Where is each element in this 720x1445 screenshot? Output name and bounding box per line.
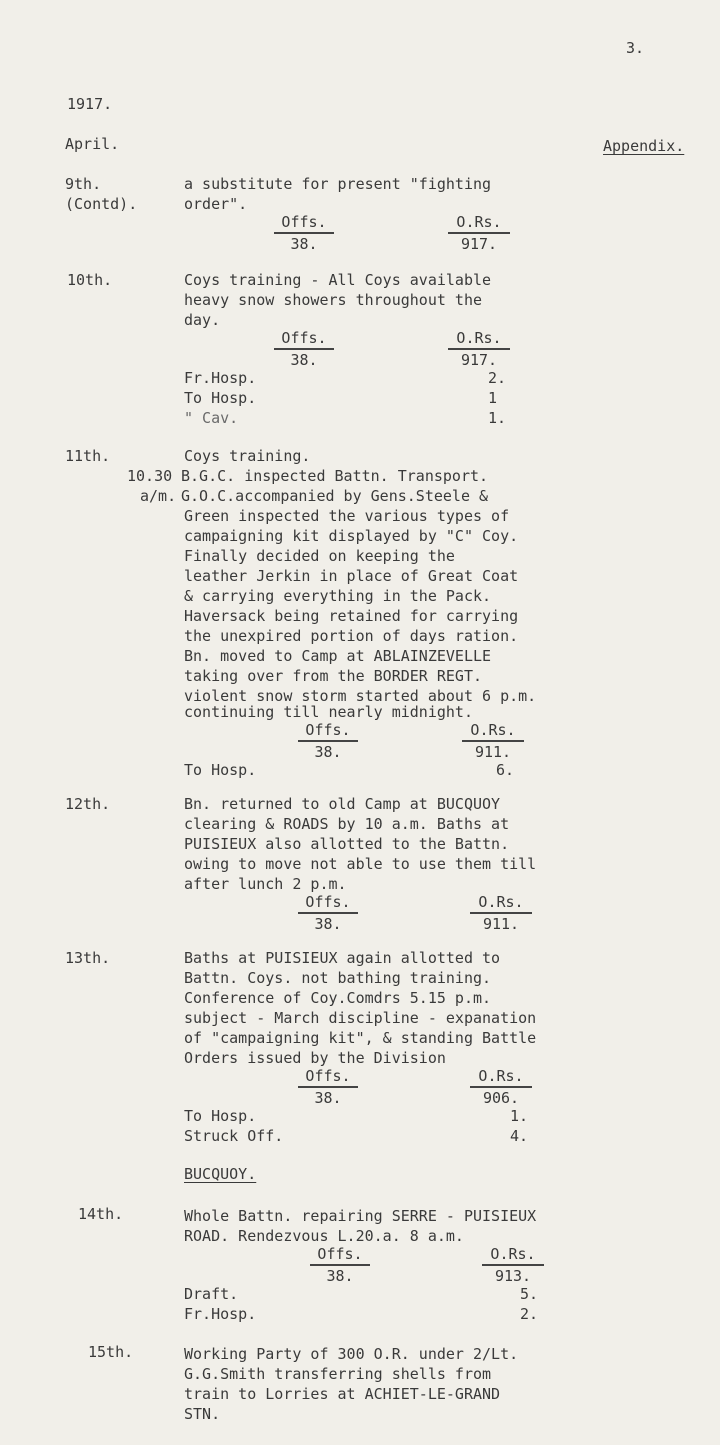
entry-line: Battn. Coys. not bathing training. (184, 969, 492, 987)
entry-time: a/m. (140, 487, 177, 505)
entry-line: Baths at PUISIEUX again allotted to (184, 949, 501, 967)
offs-strength (298, 1066, 358, 1108)
offs-label: Offs. (310, 1244, 370, 1266)
entry-date: 15th. (88, 1343, 134, 1361)
ors-strength (470, 1066, 532, 1108)
entry-line: STN. (184, 1405, 221, 1423)
offs-value: 38. (290, 351, 318, 369)
offs-label: Offs. (298, 1066, 358, 1088)
entry-line: PUISIEUX also allotted to the Battn. (184, 835, 510, 853)
entry-line: Whole Battn. repairing SERRE - PUISIEUX (184, 1207, 537, 1225)
entry-date: 12th. (65, 795, 111, 813)
row-value: 4. (510, 1127, 529, 1145)
entry-line: Coys training. (184, 447, 311, 465)
row-label: " Cav. (184, 409, 239, 427)
row-label: To Hosp. (184, 761, 257, 779)
ors-strength (470, 892, 532, 934)
entry-line: of "campaigning kit", & standing Battle (184, 1029, 537, 1047)
offs-strength (298, 720, 358, 762)
entry-line: Working Party of 300 O.R. under 2/Lt. (184, 1345, 519, 1363)
row-label: To Hosp. (184, 1107, 257, 1125)
entry-line: clearing & ROADS by 10 a.m. Baths at (184, 815, 510, 833)
row-label: Draft. (184, 1285, 239, 1303)
entry-date: 13th. (65, 949, 111, 967)
ors-value: 911. (474, 743, 512, 761)
row-value: 6. (496, 761, 515, 779)
entry-line: Bn. moved to Camp at ABLAINZEVELLE (184, 647, 492, 665)
offs-strength (310, 1244, 370, 1286)
entry-line: & carrying everything in the Pack. (184, 587, 492, 605)
entry-line: G.O.C.accompanied by Gens.Steele & (181, 487, 489, 505)
entry-line: continuing till nearly midnight. (184, 703, 473, 721)
entry-line: taking over from the BORDER REGT. (184, 667, 483, 685)
entry-line: Orders issued by the Division (184, 1049, 446, 1067)
entry-date: 10th. (67, 271, 113, 289)
ors-label: O.Rs. (462, 720, 524, 742)
offs-value: 38. (290, 235, 318, 253)
offs-label: Offs. (274, 328, 334, 350)
offs-strength (298, 892, 358, 934)
entry-line: Coys training - All Coys available (184, 271, 492, 289)
row-label: To Hosp. (184, 389, 257, 407)
entry-line: after lunch 2 p.m. (184, 875, 347, 893)
entry-line: day. (184, 311, 221, 329)
row-value: 2. (520, 1305, 539, 1323)
entry-line: heavy snow showers throughout the (184, 291, 483, 309)
offs-label: Offs. (298, 892, 358, 914)
entry-date-contd: (Contd). (65, 195, 138, 213)
entry-line: Green inspected the various types of (184, 507, 510, 525)
offs-label: Offs. (298, 720, 358, 742)
entry-line: Bn. returned to old Camp at BUCQUOY (184, 795, 501, 813)
ors-strength (448, 212, 510, 254)
place-heading: BUCQUOY. (184, 1165, 257, 1183)
entry-line: order". (184, 195, 248, 213)
offs-value: 38. (326, 1267, 354, 1285)
row-value: 1 (488, 389, 498, 407)
ors-label: O.Rs. (448, 212, 510, 234)
entry-line: ROAD. Rendezvous L.20.a. 8 a.m. (184, 1227, 464, 1245)
entry-line: G.G.Smith transferring shells from (184, 1365, 492, 1383)
row-label: Fr.Hosp. (184, 1305, 257, 1323)
entry-line: a substitute for present "fighting (184, 175, 492, 193)
entry-line: leather Jerkin in place of Great Coat (184, 567, 519, 585)
offs-value: 38. (314, 1089, 342, 1107)
row-value: 1. (510, 1107, 529, 1125)
ors-label: O.Rs. (448, 328, 510, 350)
row-label: Fr.Hosp. (184, 369, 257, 387)
entry-line: Finally decided on keeping the (184, 547, 455, 565)
month: April. (65, 135, 120, 153)
ors-strength (448, 328, 510, 370)
entry-date: 14th. (78, 1205, 124, 1223)
entry-line: B.G.C. inspected Battn. Transport. (181, 467, 489, 485)
entry-time: 10.30 (127, 467, 173, 485)
offs-value: 38. (314, 915, 342, 933)
row-value: 5. (520, 1285, 539, 1303)
entry-date: 11th. (65, 447, 111, 465)
ors-value: 906. (482, 1089, 520, 1107)
entry-line: the unexpired portion of days ration. (184, 627, 519, 645)
row-label: Struck Off. (184, 1127, 284, 1145)
ors-strength (482, 1244, 544, 1286)
entry-line: subject - March discipline - expanation (184, 1009, 537, 1027)
offs-strength (274, 212, 334, 254)
offs-value: 38. (314, 743, 342, 761)
ors-value: 917. (460, 351, 498, 369)
entry-date: 9th. (65, 175, 102, 193)
row-value: 2. (488, 369, 507, 387)
ors-strength (462, 720, 524, 762)
offs-strength (274, 328, 334, 370)
page-number: 3. (626, 39, 645, 57)
entry-line: Haversack being retained for carrying (184, 607, 519, 625)
entry-line: owing to move not able to use them till (184, 855, 537, 873)
ors-label: O.Rs. (470, 892, 532, 914)
ors-value: 913. (494, 1267, 532, 1285)
ors-value: 911. (482, 915, 520, 933)
row-value: 1. (488, 409, 507, 427)
entry-line: campaigning kit displayed by "C" Coy. (184, 527, 519, 545)
year: 1917. (67, 95, 113, 113)
ors-label: O.Rs. (470, 1066, 532, 1088)
appendix-label: Appendix. (603, 137, 685, 155)
offs-label: Offs. (274, 212, 334, 234)
ors-label: O.Rs. (482, 1244, 544, 1266)
entry-line: Conference of Coy.Comdrs 5.15 p.m. (184, 989, 492, 1007)
entry-line: violent snow storm started about 6 p.m. (184, 687, 537, 705)
ors-value: 917. (460, 235, 498, 253)
entry-line: train to Lorries at ACHIET-LE-GRAND (184, 1385, 501, 1403)
